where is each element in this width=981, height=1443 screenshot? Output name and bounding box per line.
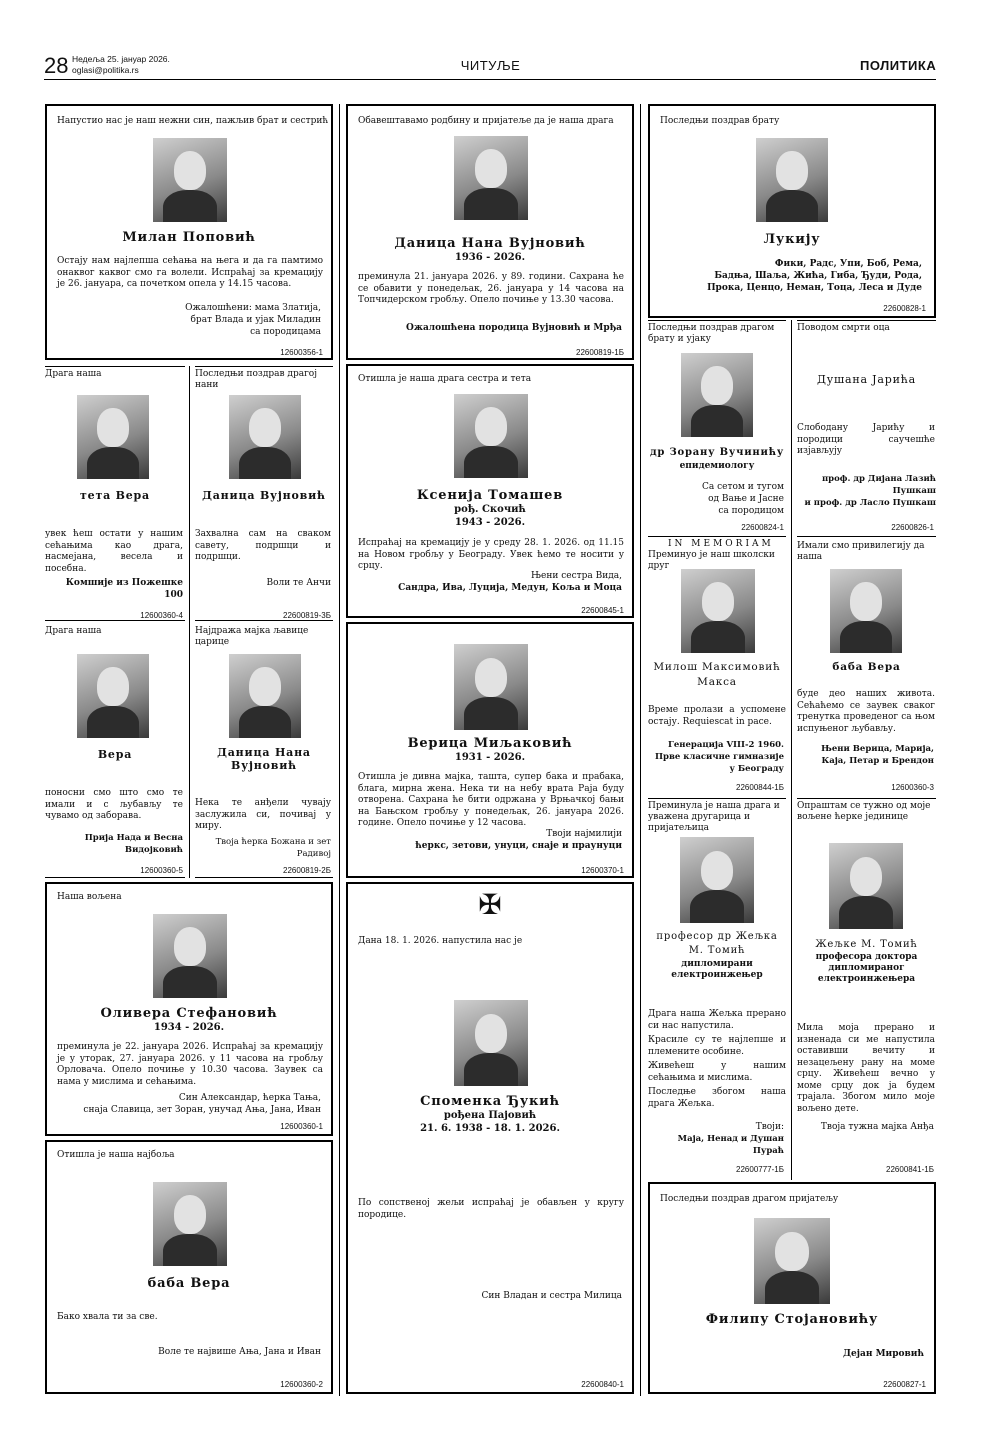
- notice-intro: Отишла је наша драга сестра и тета: [358, 374, 532, 384]
- column-rule: [640, 104, 641, 1396]
- notice-intro: Поводом смрти оца: [797, 323, 890, 333]
- deceased-name: Оливера Стефановић: [100, 1006, 278, 1021]
- ad-code: 12600360-3: [891, 783, 934, 792]
- notice-signature: [795, 743, 934, 767]
- notice-intro: Имали смо привилегију да наша: [797, 541, 925, 562]
- deceased-name: Ксенија Томашев: [416, 488, 564, 503]
- deceased-name: Вера: [97, 748, 133, 761]
- notice-signature: [352, 828, 622, 852]
- notice-ksenija: [346, 364, 634, 618]
- profession: професора доктора: [815, 952, 918, 962]
- ad-code: 12600360-1: [280, 1122, 323, 1131]
- notice-text: Захвална сам на сваком савету, подршци и подршци.: [195, 529, 331, 562]
- notice-milan: [45, 104, 333, 360]
- deceased-name: Жељке М. Томић: [815, 939, 918, 950]
- ad-code: 22600777-1Б: [736, 1165, 784, 1174]
- notice-signature: [352, 570, 622, 594]
- deceased-name: Милош Максимовић: [653, 661, 781, 673]
- portrait-photo: [77, 654, 149, 738]
- deceased-name: Даница Вујновић: [202, 489, 326, 502]
- notice-intro: Драга наша: [45, 626, 102, 636]
- portrait-photo: [754, 1218, 830, 1304]
- notice-signature: Комшије из Пожешке 100: [65, 578, 183, 600]
- notice-zeljka-friends: [648, 798, 786, 1178]
- ad-code: 22600819-3Б: [283, 611, 331, 620]
- portrait-photo: [454, 394, 528, 478]
- title-name: професор др Жељка: [656, 931, 778, 942]
- maiden-name: рођена Пајовић: [443, 1110, 537, 1121]
- signature-line: Генерација VIII-2 1960.: [667, 740, 784, 750]
- email-text: oglasi@politika.rs: [72, 65, 139, 75]
- profession: дипломираног: [828, 963, 905, 973]
- nickname: Макса: [697, 676, 737, 688]
- deceased-name: Споменка Ђукић: [420, 1094, 560, 1109]
- section-title: ЧИТУЉЕ: [460, 58, 521, 73]
- notice-text: Бако хвала ти за све.: [57, 1312, 158, 1322]
- notice-zoran: [648, 320, 786, 534]
- signature-line: Са сетом и тугом: [701, 482, 784, 492]
- notice-signature: Твоја ћерка Божана и зет Радивој: [215, 837, 331, 859]
- signature-line: Прока, Ценцо, Неман, Тоца, Леса и Дуде: [707, 283, 922, 293]
- deceased-name: Милан Поповић: [122, 230, 256, 245]
- text-line: Драга наша Жељка прерано си нас напустила.: [648, 1009, 786, 1031]
- notice-text: увек ћеш остати у нашим сећањима као драга, насмејана, весела и посебна.: [45, 529, 183, 574]
- ad-code: 22600828-1: [883, 304, 926, 313]
- notice-baba-vera-privilege: [797, 536, 936, 796]
- portrait-photo: [681, 353, 753, 437]
- profession: електроинжењера: [817, 974, 916, 984]
- profession: епидемиологу: [679, 461, 755, 471]
- signature-line: Фики, Радс, Упи, Боб, Рема,: [774, 259, 922, 269]
- notice-signature: Ожалошћена породица Вујновић и Мрђа: [406, 323, 622, 333]
- signature-line: Прве класичне гимназије: [654, 752, 784, 762]
- deceased-name: Даница Нана Вујновић: [217, 746, 311, 772]
- ad-code: 12600356-1: [280, 348, 323, 357]
- text-line: Живећеш у нашим сећањима и мислима.: [648, 1061, 786, 1083]
- life-years: 21. 6. 1938 - 18. 1. 2026.: [420, 1123, 560, 1134]
- newspaper-logo: ПОЛИТИКА: [860, 58, 937, 73]
- notice-signature: [61, 302, 321, 338]
- notice-intro: Дана 18. 1. 2026. напустила нас је: [358, 936, 523, 946]
- ad-code: 22600824-1: [741, 523, 784, 532]
- ad-code: 22600844-1Б: [736, 783, 784, 792]
- signature-line: Твоји:: [755, 1122, 784, 1132]
- deceased-name: тета Вера: [80, 489, 150, 502]
- ad-code: 22600841-1Б: [886, 1165, 934, 1174]
- notice-intro: Преминуо је наш школски друг: [648, 550, 775, 571]
- ad-code: 22600845-1: [581, 606, 624, 615]
- portrait-photo: [229, 395, 301, 479]
- notice-dusan: [797, 320, 936, 534]
- text-line: Последње збогом наша драга Жељка.: [648, 1087, 786, 1109]
- deceased-name: Филипу Стојановићу: [705, 1312, 879, 1327]
- divider: [45, 620, 185, 621]
- ad-code: 22600826-1: [891, 523, 934, 532]
- notice-intro: Отишла је наша најбоља: [57, 1150, 175, 1160]
- notice-filip: [648, 1182, 936, 1394]
- notice-verica: [346, 622, 634, 878]
- notice-signature: [648, 481, 784, 517]
- life-years: 1931 - 2026.: [454, 752, 526, 763]
- signature-line: Ожалошћени: мама Златија,: [185, 303, 321, 313]
- signature-line: Њени сестра Вида,: [530, 571, 622, 581]
- profession: дипломирани: [681, 959, 753, 969]
- signature-line: Њени Верица, Марија,: [821, 744, 934, 754]
- signature-line: Бадња, Шаља, Жића, Гиба, Ђуди, Рода,: [714, 271, 922, 281]
- notice-danica-nana: [195, 366, 333, 618]
- notice-olivera: [45, 882, 333, 1136]
- deceased-name: др Зорану Вучинићу: [649, 447, 785, 458]
- page-number: 28: [44, 53, 69, 78]
- signature-line: Маја, Ненад и Душан Пураћ: [677, 1134, 784, 1156]
- portrait-photo: [229, 654, 301, 738]
- divider: [45, 877, 185, 878]
- signature-line: и проф. др Ласло Пушкаш: [804, 498, 936, 508]
- signature-line: проф. др Дијана Лазић Пушкаш: [821, 474, 936, 496]
- notice-text: Мила моја прерано и изненада си ме напустила оставивши вечиту и незацељену рану на моме срцу. Живећеш вечно у моме срцу док ја будем трајала. Збогом мило моје вољено дете.: [797, 1023, 935, 1114]
- life-years: 1934 - 2026.: [153, 1022, 225, 1033]
- notice-text: преминула је 22. јануара 2026. Испраћај за кремацију је у уторак, 27. јануара 2026. у 11 часова на гробљу Орловача. Опело почиње у 10.30 часова. Заувек са нама у мислима и сећањима.: [57, 1042, 323, 1087]
- deceased-name: Лукију: [763, 232, 821, 247]
- notice-signature: Воле те највише Ања, Јана и Иван: [158, 1347, 321, 1357]
- date-text: Недеља 25. јануар 2026.: [72, 54, 170, 64]
- signature-line: од Вање и Јасне: [708, 494, 784, 504]
- notice-danica-majka: [195, 622, 333, 878]
- notice-text: буде део наших живота. Сећаћемо се заувек сваког тренутка проведеног са њом испуњеног љубављу.: [797, 689, 935, 734]
- portrait-photo: [829, 843, 903, 929]
- notice-text: Слободану Јарићу и породици саучешће изјављују: [797, 423, 935, 456]
- portrait-photo: [153, 1182, 227, 1266]
- notice-text: По сопственој жељи испраћај је обављен у кругу породице.: [358, 1198, 624, 1220]
- portrait-photo: [830, 569, 902, 653]
- signature-line: Каја, Петар и Брендон: [821, 756, 934, 766]
- notice-signature: Воли те Анчи: [266, 578, 331, 588]
- notice-signature: Твоја тужна мајка Анђа: [820, 1122, 934, 1132]
- deceased-name: Даница Нана Вујновић: [394, 236, 586, 251]
- notice-intro: Преминула је наша драга и уважена другарица и пријатељица: [648, 801, 780, 833]
- portrait-photo: [680, 837, 754, 923]
- divider: [195, 620, 333, 621]
- notice-intro: Последњи поздрав драгој нани: [195, 369, 318, 390]
- signature-line: брат Влада и ујак Миладин: [190, 315, 321, 325]
- notice-intro: Наша вољена: [57, 892, 122, 902]
- notice-intro: Последњи поздрав драгом брату и ујаку: [648, 323, 775, 344]
- life-years: 1936 - 2026.: [454, 252, 526, 263]
- notice-intro: Последњи поздрав драгом пријатељу: [660, 1194, 839, 1204]
- deceased-name: баба Вера: [832, 661, 901, 673]
- ad-code: 22600827-1: [883, 1380, 926, 1389]
- portrait-photo: [153, 138, 227, 222]
- notice-signature: [652, 258, 922, 294]
- maiden-name: рођ. Скочић: [454, 504, 526, 515]
- notice-intro: Драга наша: [45, 369, 102, 379]
- ad-code: 22600819-2Б: [283, 866, 331, 875]
- notice-text: Време пролази а успомене остају. Requiescat in pace.: [648, 705, 786, 727]
- notice-text: Нека те анђели чувају заслужила си, почивај у миру.: [195, 798, 331, 831]
- text-line: Красиле су те најлепше и племените особине.: [648, 1035, 786, 1057]
- notice-intro: Најдража мајка љавице царице: [195, 626, 309, 647]
- notice-zeljka-mother: [797, 798, 936, 1178]
- deceased-name: Душана Јарића: [817, 373, 916, 386]
- column-rule: [339, 104, 340, 1396]
- ad-code: 12600360-2: [280, 1380, 323, 1389]
- profession: електроинжењер: [671, 970, 763, 980]
- signature-line: Сандра, Ива, Луција, Медун, Коља и Моца: [398, 583, 622, 593]
- ad-code: 12600360-5: [140, 866, 183, 875]
- notice-signature: [797, 473, 936, 509]
- notice-intro: Последњи поздрав брату: [660, 116, 780, 126]
- notice-signature: Син Владан и сестра Милица: [481, 1291, 622, 1301]
- notice-intro: Опраштам се тужно од моје вољене ћерке јединице: [797, 801, 931, 822]
- ad-code: 12600360-4: [140, 611, 183, 620]
- notice-text: Отишла је дивна мајка, ташта, супер бака и прабака, блага, мирна жена. Нека ти на небу врата Раја буду отворена. Сахрана ће бити одржана у Врњачкој бањи на Бањском гробљу у понедељак, 26. јануара 2026. године. Опело почиње у 12 часова.: [358, 772, 624, 828]
- ad-code: 22600819-1Б: [576, 348, 624, 357]
- notice-vera: [45, 622, 185, 878]
- notice-teta-vera: [45, 366, 185, 618]
- notice-signature: [646, 739, 784, 775]
- portrait-photo: [681, 569, 755, 653]
- notice-text: Испраћај на кремацију је у среду 28. 1. 2026. од 11.15 на Новом гробљу у Београду. Увек ћемо те носити у срцу.: [358, 538, 624, 571]
- notice-milos: [648, 536, 786, 796]
- ad-code: 22600840-1: [581, 1380, 624, 1389]
- portrait-photo: [756, 138, 828, 222]
- signature-line: са породицом: [718, 506, 784, 516]
- signature-line: са породицама: [250, 327, 321, 337]
- divider: [195, 877, 333, 878]
- column-rule: [791, 320, 792, 1180]
- signature-line: у Београду: [729, 764, 784, 774]
- deceased-name: баба Вера: [147, 1276, 231, 1291]
- notice-lukiju: [648, 104, 936, 318]
- memoriam-label: IN MEMORIAM: [668, 539, 774, 549]
- column-rule: [189, 366, 190, 878]
- notice-text: поносни смо што смо те имали и с љубављу те чувамо од заборава.: [45, 788, 183, 821]
- portrait-photo: [454, 136, 528, 220]
- notice-spomenka: [346, 882, 634, 1394]
- header-divider: [44, 79, 936, 80]
- ad-code: 12600370-1: [581, 866, 624, 875]
- notice-text: [648, 1009, 786, 1110]
- signature-line: снаја Славица, зет Зоран, унучад Ања, Јана, Иван: [83, 1105, 321, 1115]
- life-years: 1943 - 2026.: [454, 517, 526, 528]
- notice-baba-vera: [45, 1140, 333, 1394]
- portrait-photo: [77, 395, 149, 479]
- notice-danica-vujnovic: [346, 104, 634, 360]
- notice-intro: Напустио нас је наш нежни син, пажљив брат и сестрић: [57, 116, 329, 126]
- notice-text: преминула 21. јануара 2026. у 89. години. Сахрана ће се обавити у понедељак, 26. јануара у 14 часова на Топчидерском гробљу. Опело почиње у 13.30 часова.: [358, 272, 624, 305]
- notice-signature: Прија Нада и Весна Видојковић: [84, 833, 183, 855]
- signature-line: Твоји најмилији: [546, 829, 622, 839]
- orthodox-cross-icon: ✠: [478, 888, 502, 921]
- deceased-name: М. Томић: [688, 945, 746, 956]
- notice-signature: [646, 1121, 784, 1157]
- deceased-name: Верица Миљаковић: [407, 736, 573, 751]
- portrait-photo: [454, 644, 528, 730]
- notice-signature: Дејан Мировић: [843, 1349, 924, 1359]
- signature-line: ћеркс, зетови, унуци, снаје и праунуци: [415, 841, 622, 851]
- notice-signature: [51, 1092, 321, 1116]
- signature-line: Син Александар, ћерка Тања,: [178, 1093, 321, 1103]
- notice-intro: Обавештавамо родбину и пријатеље да је наша драга: [358, 116, 614, 126]
- portrait-photo: [153, 914, 227, 998]
- notice-text: Остају нам најлепша сећања на њега и да га памтимо онаквог каквог смо га волели. Испраћај за кремацију је 26. јануара, са почетком опела у 14.15 часова.: [57, 256, 323, 289]
- portrait-photo: [454, 1000, 528, 1086]
